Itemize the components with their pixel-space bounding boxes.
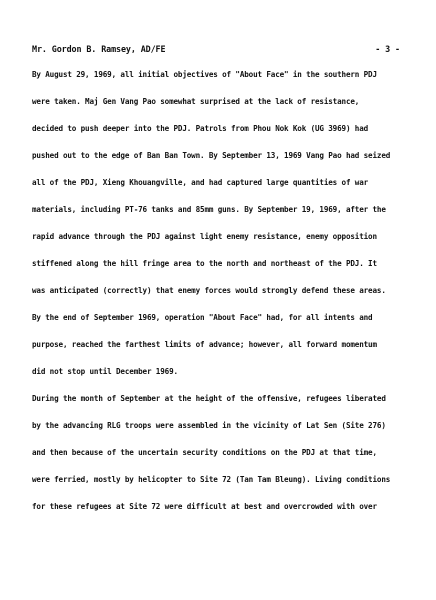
text-line: for these refugees at Site 72 were difficult at best and overcrowded with over: [32, 502, 377, 511]
text-line: all of the PDJ, Xieng Khouangville, and had captured large quantities of war: [32, 178, 369, 187]
text-line: By the end of September 1969, operation "About Face" had, for all intents and: [32, 313, 373, 322]
text-line: During the month of September at the height of the offensive, refugees liberated: [32, 394, 386, 403]
text-line: were taken. Maj Gen Vang Pao somewhat surprised at the lack of resistance,: [32, 97, 360, 106]
text-line: rapid advance through the PDJ against light enemy resistance, enemy opposition: [32, 232, 377, 241]
text-line: materials, including PT-76 tanks and 85mm guns. By September 19, 1969, after the: [32, 205, 386, 214]
text-line: purpose, reached the farthest limits of advance; however, all forward momentum: [32, 340, 377, 349]
text-line: and then because of the uncertain security conditions on the PDJ at that time,: [32, 448, 377, 457]
text-line: were ferried, mostly by helicopter to Site 72 (Tan Tam Bleung). Living conditions: [32, 475, 391, 484]
addressee-line: Mr. Gordon B. Ramsey, AD/FE: [32, 44, 166, 54]
text-line: did not stop until December 1969.: [32, 367, 178, 376]
text-line: was anticipated (correctly) that enemy forces would strongly defend these areas.: [32, 286, 386, 295]
text-line: by the advancing RLG troops were assembled in the vicinity of Lat Sen (Site 276): [32, 421, 386, 430]
text-line: By August 29, 1969, all initial objectives of "About Face" in the southern PDJ: [32, 70, 377, 79]
page-number: - 3 -: [375, 44, 400, 54]
text-line: decided to push deeper into the PDJ. Patrols from Phou Nok Kok (UG 3969) had: [32, 124, 369, 133]
text-line: stiffened along the hill fringe area to the north and northeast of the PDJ. It: [32, 259, 377, 268]
text-line: pushed out to the edge of Ban Ban Town. By September 13, 1969 Vang Pao had seized: [32, 151, 391, 160]
page-header: [32, 44, 400, 58]
